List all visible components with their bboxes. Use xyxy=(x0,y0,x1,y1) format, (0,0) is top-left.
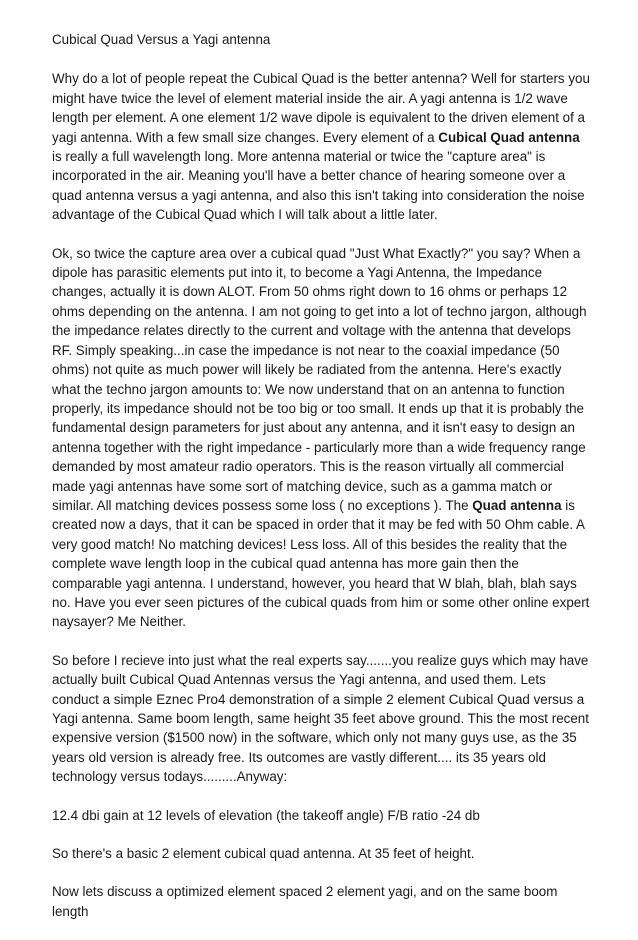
document-title: Cubical Quad Versus a Yagi antenna xyxy=(52,32,271,47)
paragraph-2-text-a: Ok, so twice the capture area over a cubical quad "Just What Exactly?" you say? When a dipole has parasitic elements put into it, to become a Yagi Antenna, the Impedance changes, actually it is down ALOT. From 50 ohms right down to 16 ohms or perhaps 12 ohms depending on the antenna. I am not going to get into a lot of techno jargon, although the impedance relates directly to the current and voltage with the antenna that develops RF. Simply speaking...in case the impedance is not near to the coaxial impedance (50 ohms) not quite as much power will likely be radiated from the antenna. Here's exactly what the techno jargon amounts to: We now understand that on an antenna to function properly, its impedance should not be too big or too small. It ends up that it is probably the fundamental design parameters for just about any antenna, and it isn't easy to design an antenna together with the right impedance - particularly more than a wide frequency range demanded by most amateur radio operators. This is the reason virtually all commercial made yagi antennas have some sort of matching device, such as a gamma match or similar. All matching devices possess some loss ( no exceptions ). The xyxy=(52,245,587,513)
paragraph-6: Now lets discuss a optimized element spaced 2 element yagi, and on the same boom length xyxy=(52,884,558,919)
paragraph-1 xyxy=(52,69,590,224)
paragraph-1-bold: Cubical Quad antenna xyxy=(438,129,580,145)
paragraph-2-bold: Quad antenna xyxy=(472,497,562,513)
paragraph-3: So before I recieve into just what the real experts say.......you realize guys which may have actually built Cubical Quad Antennas versus the Yagi antenna, and used them. Lets conduct a simple Eznec Pro4 demonstration of a simple 2 element Cubical Quad versus a Yagi antenna. Same boom length, same height 35 feet above ground. This the most recent expensive version ($1500 now) in the software, which only not many guys use, as the 35 years old version is already free. Its outcomes are vastly different.... its 35 years old technology versus todays.........Anyway: xyxy=(52,652,589,785)
paragraph-1-text-b: is really a full wavelength long. More antenna material or twice the "capture area" is incorporated in the air. Meaning you'll have a better chance of hearing someone over a quad antenna versus a yagi antenna, and also this isn't taking into consideration the noise advantage of the Cubical Quad which I will talk about a little later. xyxy=(52,149,585,223)
paragraph-4: 12.4 dbi gain at 12 levels of elevation (the takeoff angle) F/B ratio -24 db xyxy=(52,807,480,823)
paragraph-2-text-b: is created now a days, that it can be spaced in order that it may be fed with 50 Ohm cable. A very good match! No matching devices! Less loss. All of this besides the reality that the complete wave length loop in the cubical quad antenna has more gain then the comparable yagi antenna. I understand, however, you heard that W blah, blah, blah says no. Have you ever seen pictures of the cubical quads from him or some other online expert naysayer? Me Neither. xyxy=(52,497,590,630)
paragraph-5: So there's a basic 2 element cubical quad antenna. At 35 feet of height. xyxy=(52,846,475,862)
paragraph-1-text-a: Why do a lot of people repeat the Cubical Quad is the better antenna? Well for starters you might have twice the level of element material inside the air. A yagi antenna is 1/2 wave length per element. A one element 1/2 wave dipole is equivalent to the driven element of a yagi antenna. With a few small size changes. Every element of a xyxy=(52,71,590,145)
document-page xyxy=(52,30,590,940)
paragraph-2 xyxy=(52,244,590,632)
